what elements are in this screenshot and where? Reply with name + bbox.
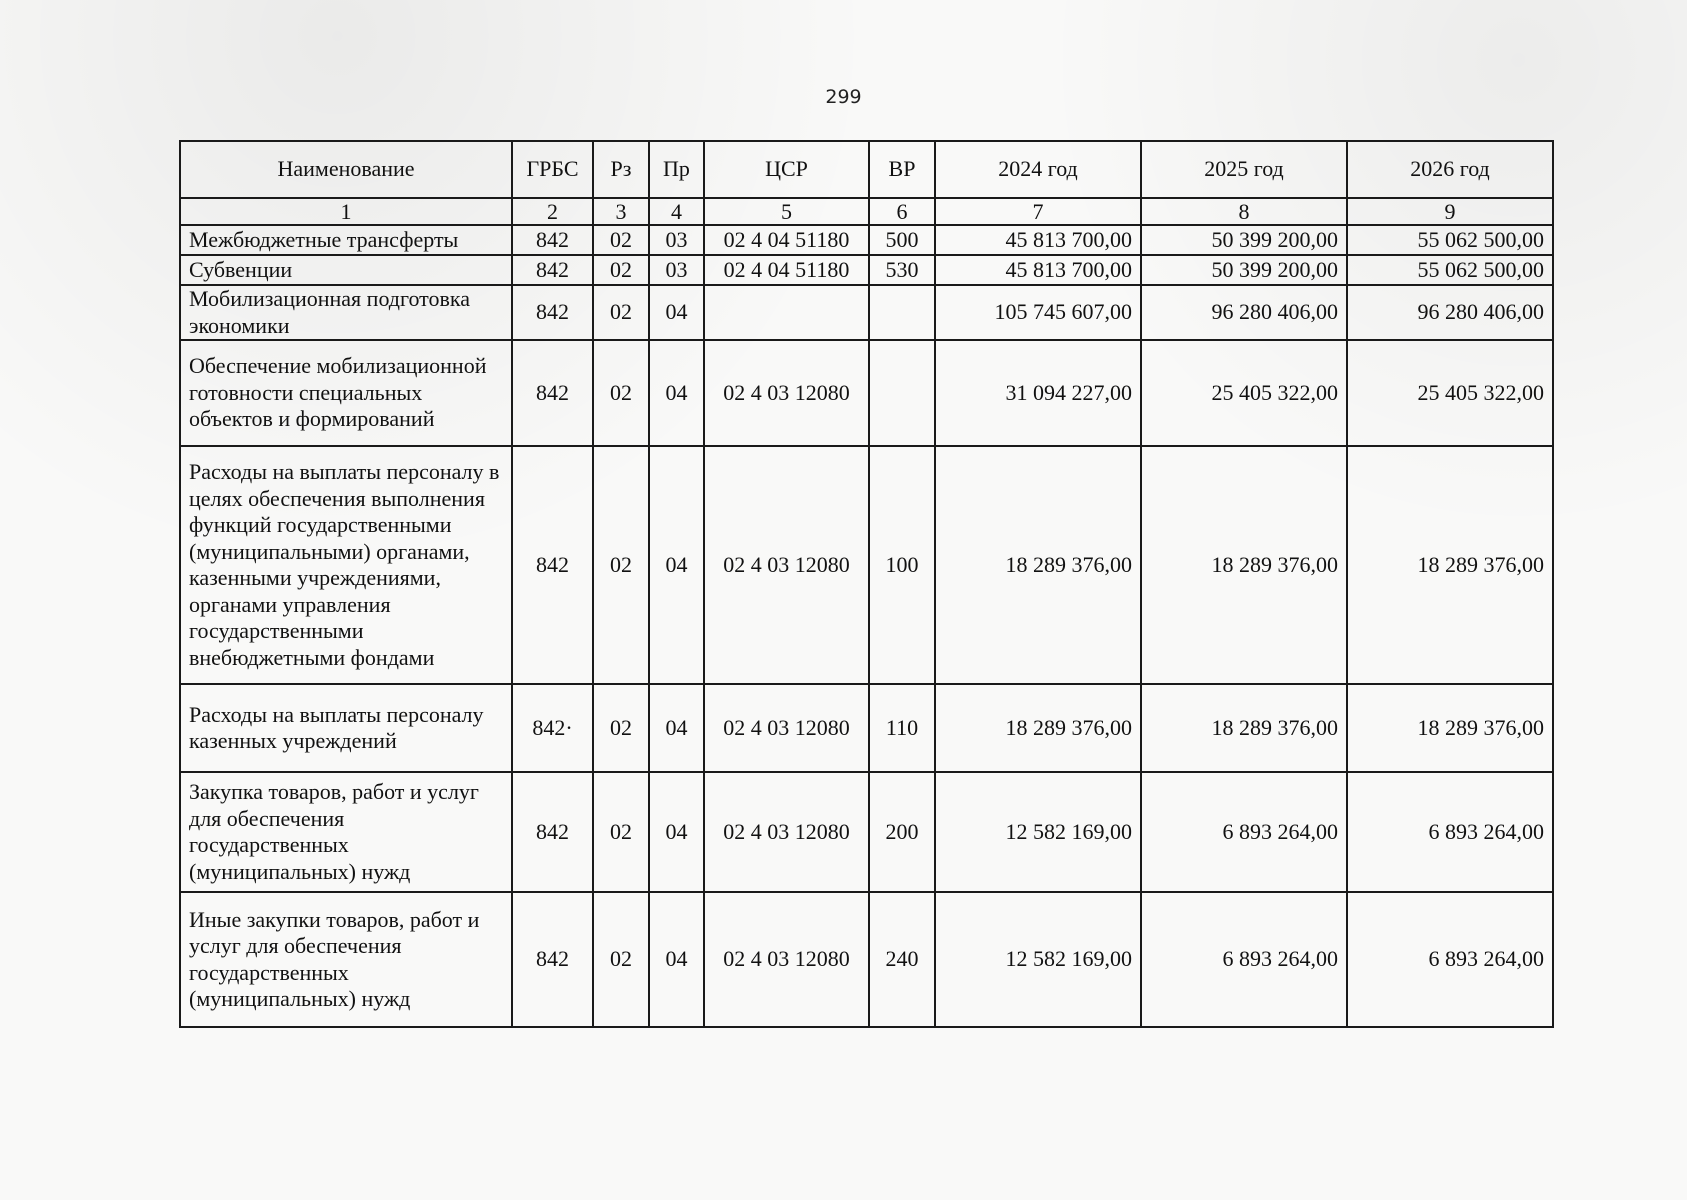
column-number: 3 — [593, 198, 649, 225]
row-2024: 31 094 227,00 — [935, 340, 1141, 446]
row-rz: 02 — [593, 340, 649, 446]
row-name: Субвенции — [180, 255, 512, 285]
row-csr — [704, 285, 869, 340]
row-pr: 04 — [649, 446, 704, 684]
row-name: Межбюджетные трансферты — [180, 225, 512, 255]
header-pr: Пр — [649, 141, 704, 198]
table-row — [180, 285, 1553, 340]
row-grbs: 842 — [512, 285, 593, 340]
row-2026: 25 405 322,00 — [1347, 340, 1553, 446]
row-2025: 50 399 200,00 — [1141, 225, 1347, 255]
row-pr: 04 — [649, 340, 704, 446]
row-2026: 6 893 264,00 — [1347, 772, 1553, 892]
row-2026: 18 289 376,00 — [1347, 684, 1553, 772]
header-csr: ЦСР — [704, 141, 869, 198]
header-name: Наименование — [180, 141, 512, 198]
row-rz: 02 — [593, 772, 649, 892]
row-2024: 105 745 607,00 — [935, 285, 1141, 340]
row-vr: 110 — [869, 684, 935, 772]
row-csr: 02 4 03 12080 — [704, 340, 869, 446]
table-row — [180, 684, 1553, 772]
row-pr: 03 — [649, 255, 704, 285]
row-2024: 12 582 169,00 — [935, 772, 1141, 892]
row-name: Закупка товаров, работ и услуг для обеспечения государственных (муниципальных) нужд — [180, 772, 512, 892]
row-csr: 02 4 03 12080 — [704, 892, 869, 1027]
row-rz: 02 — [593, 285, 649, 340]
row-grbs: 842 — [512, 772, 593, 892]
column-number: 6 — [869, 198, 935, 225]
row-2025: 6 893 264,00 — [1141, 772, 1347, 892]
header-2026: 2026 год — [1347, 141, 1553, 198]
header-row — [180, 141, 1553, 198]
row-2025: 50 399 200,00 — [1141, 255, 1347, 285]
table-row — [180, 772, 1553, 892]
row-rz: 02 — [593, 446, 649, 684]
column-number: 8 — [1141, 198, 1347, 225]
column-number: 9 — [1347, 198, 1553, 225]
row-2026: 55 062 500,00 — [1347, 255, 1553, 285]
row-2025: 18 289 376,00 — [1141, 446, 1347, 684]
row-2026: 18 289 376,00 — [1347, 446, 1553, 684]
table-row — [180, 446, 1553, 684]
row-csr: 02 4 03 12080 — [704, 446, 869, 684]
row-grbs: 842 — [512, 340, 593, 446]
row-rz: 02 — [593, 225, 649, 255]
row-rz: 02 — [593, 684, 649, 772]
row-grbs: 842· — [512, 684, 593, 772]
row-csr: 02 4 04 51180 — [704, 225, 869, 255]
budget-table — [179, 140, 1554, 1028]
row-csr: 02 4 03 12080 — [704, 772, 869, 892]
row-vr — [869, 285, 935, 340]
header-rz: Рз — [593, 141, 649, 198]
row-vr: 200 — [869, 772, 935, 892]
row-rz: 02 — [593, 255, 649, 285]
row-vr — [869, 340, 935, 446]
row-pr: 04 — [649, 285, 704, 340]
row-2024: 45 813 700,00 — [935, 225, 1141, 255]
row-vr: 240 — [869, 892, 935, 1027]
row-pr: 04 — [649, 892, 704, 1027]
row-2026: 96 280 406,00 — [1347, 285, 1553, 340]
row-vr: 100 — [869, 446, 935, 684]
column-number: 7 — [935, 198, 1141, 225]
row-2024: 18 289 376,00 — [935, 684, 1141, 772]
row-2024: 12 582 169,00 — [935, 892, 1141, 1027]
header-vr: ВР — [869, 141, 935, 198]
row-2025: 6 893 264,00 — [1141, 892, 1347, 1027]
row-grbs: 842 — [512, 225, 593, 255]
row-name: Обеспечение мобилизационной готовности специальных объектов и формирований — [180, 340, 512, 446]
row-vr: 500 — [869, 225, 935, 255]
column-number: 4 — [649, 198, 704, 225]
row-pr: 04 — [649, 684, 704, 772]
row-2025: 96 280 406,00 — [1141, 285, 1347, 340]
row-name: Расходы на выплаты персоналу казенных учреждений — [180, 684, 512, 772]
row-csr: 02 4 04 51180 — [704, 255, 869, 285]
page-number: 299 — [825, 86, 862, 108]
row-2026: 6 893 264,00 — [1347, 892, 1553, 1027]
row-2025: 25 405 322,00 — [1141, 340, 1347, 446]
table-row — [180, 340, 1553, 446]
row-2024: 18 289 376,00 — [935, 446, 1141, 684]
row-rz: 02 — [593, 892, 649, 1027]
column-number: 2 — [512, 198, 593, 225]
header-2024: 2024 год — [935, 141, 1141, 198]
table-row — [180, 225, 1553, 255]
row-grbs: 842 — [512, 255, 593, 285]
column-number: 5 — [704, 198, 869, 225]
row-pr: 03 — [649, 225, 704, 255]
row-grbs: 842 — [512, 446, 593, 684]
row-csr: 02 4 03 12080 — [704, 684, 869, 772]
table-row — [180, 892, 1553, 1027]
table-row — [180, 255, 1553, 285]
column-number: 1 — [180, 198, 512, 225]
column-number-row — [180, 198, 1553, 225]
row-name: Иные закупки товаров, работ и услуг для обеспечения государственных (муниципальных) нужд — [180, 892, 512, 1027]
header-2025: 2025 год — [1141, 141, 1347, 198]
row-name: Мобилизационная подготовка экономики — [180, 285, 512, 340]
header-grbs: ГРБС — [512, 141, 593, 198]
row-name: Расходы на выплаты персоналу в целях обеспечения выполнения функций государственными (муниципальными) органами, казенными учреждениями, органами управления государственными внебюджетными фондами — [180, 446, 512, 684]
row-2025: 18 289 376,00 — [1141, 684, 1347, 772]
row-vr: 530 — [869, 255, 935, 285]
row-pr: 04 — [649, 772, 704, 892]
row-grbs: 842 — [512, 892, 593, 1027]
row-2026: 55 062 500,00 — [1347, 225, 1553, 255]
row-2024: 45 813 700,00 — [935, 255, 1141, 285]
